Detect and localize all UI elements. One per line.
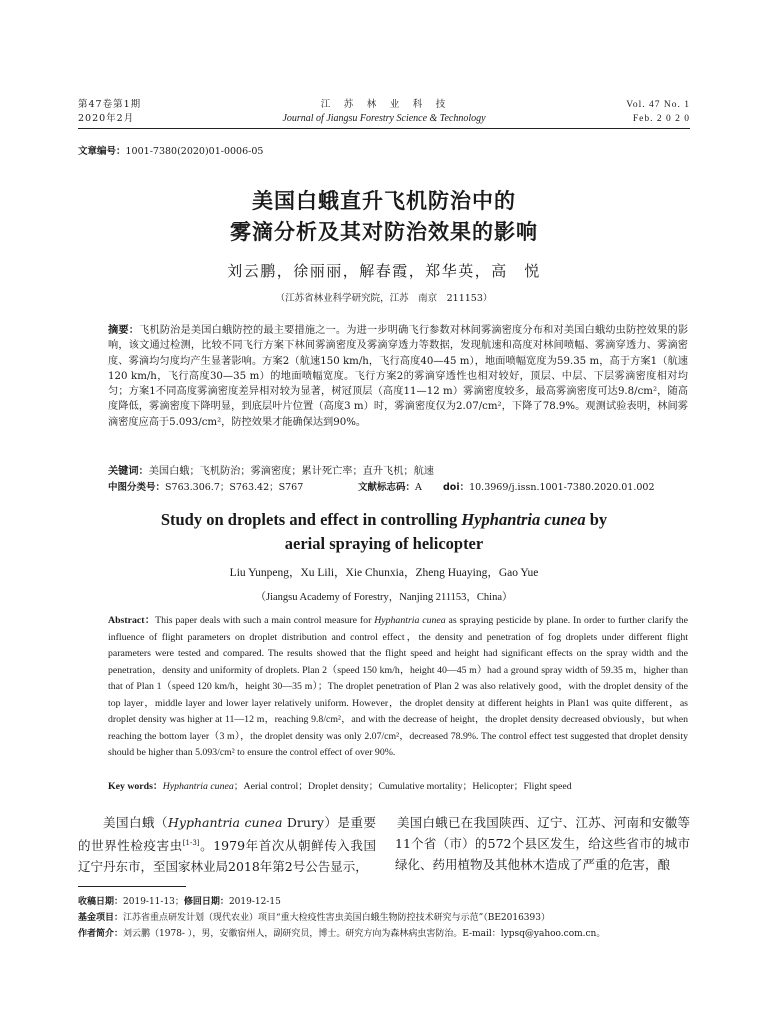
- article-id: [78, 143, 263, 157]
- keywords-en: [108, 779, 688, 796]
- abstract-en-text: as spraying pesticide by plane. In order to further clarify the influence of flight parameters on droplet distribution and control effect，the density and penetration of fog droplets under different flight parameters were tested and compared. The results showed that the flight speed and height had significant effects on the spray width and the penetration，density and uniformity of droplets. Plan 2（speed 150 km/h，height 40—45 m）had a ground spray width of 59.35 m，higher than that of Plan 1（speed 120 km/h，height 30—35 m）；The droplet penetration of Plan 2 was also relatively good，with the droplet density of the top layer，middle layer and lower layer relatively uniform. However，the droplet density at different heights in Plan1 was quite different，as droplet density was higher at 11—12 m，reaching 9.8/cm²，and with the decrease of height，the droplet density decreased obviously，but when reaching the bottom layer（3 m），the droplet density was only 2.07/cm²，decreased 78.9%. The control effect test suggested that droplet density should be higher than 5.093/cm² to ensure the control effect of over 90%.: [108, 615, 688, 758]
- authors-en: Liu Yunpeng，Xu Lili，Xie Chunxia，Zheng Huaying，Gao Yue: [229, 567, 539, 579]
- classification-line: [108, 480, 688, 495]
- doc-code-label: 文献标志码：: [358, 482, 416, 493]
- keywords-cn-label: 关键词：: [108, 466, 149, 477]
- footnote-dates: [78, 895, 690, 910]
- journal-name-en: Journal of Jiangsu Forestry Science & Technology: [282, 113, 486, 124]
- footnote-rule: [78, 886, 186, 887]
- keywords-en-species: Hyphantria cunea: [162, 781, 234, 792]
- abstract-cn: [108, 323, 688, 430]
- keywords-cn-text: 美国白蛾；飞机防治；雾滴密度；累计死亡率；直升飞机；航速: [148, 466, 434, 477]
- journal-name-cn: 江 苏 林 业 科 技: [320, 99, 448, 110]
- abstract-en: [108, 613, 688, 762]
- title-cn: [0, 186, 768, 248]
- title-cn-line1: 美国白蛾直升飞机防治中的: [252, 189, 516, 213]
- issue-label: [78, 98, 141, 126]
- clc-value: S763.306.7；S763.42；S767: [165, 482, 304, 493]
- abstract-cn-text: 飞机防治是美国白蛾防控的最主要措施之一。为进一步明确飞行参数对林间雾滴密度分布和对美国白蛾幼虫防控效果的影响，该文通过检测，比较不同飞行方案下林间雾滴密度及雾滴穿透力等数据，发现航速和高度对林间喷幅、雾滴穿透力、雾滴密度、雾滴均匀度均产生显著影响。方案2（航速150 km/h，飞行高度40—45 m），地面喷幅宽度为59.35 m，高于方案1（航速120 km/h，飞行高度30—35 m）的地面喷幅宽度。飞行方案2的雾滴穿透性也相对较好，顶层、中层、下层雾滴密度相对均匀；方案1不同高度雾滴密度差异相对较为显著，树冠顶层（高度11—12 m）雾滴密度较多，最高雾滴密度可达9.8/cm²，随高度降低，雾滴密度下降明显，到底层叶片位置（高度3 m）时，雾滴密度仅为2.07/cm²，下降了78.9%。观测试验表明，林间雾滴密度应高于5.093/cm²，防控效果才能确保达到90%。: [108, 325, 689, 428]
- title-en: [0, 508, 768, 556]
- title-cn-line2: 雾滴分析及其对防治效果的影响: [230, 220, 538, 244]
- doi: [443, 480, 655, 495]
- publication-date: 2020年2月: [78, 113, 135, 124]
- article-id-label: 文章编号：: [78, 146, 126, 157]
- abstract-en-species: Hyphantria cunea: [374, 615, 446, 626]
- revised-label: 修回日期：: [183, 897, 229, 907]
- author-bio-text: 刘云鹏（1978- ），男，安徽宿州人，副研究员，博士。研究方向为森林病虫害防治。E-mail：lypsq@yahoo.com.cn。: [123, 929, 606, 939]
- doi-value: 10.3969/j.issn.1001-7380.2020.01.002: [469, 482, 655, 493]
- body-left-column: [78, 812, 376, 877]
- fund-label: 基金项目：: [78, 913, 124, 923]
- volume-issue: 第47卷第1期: [78, 99, 142, 110]
- body-left-text-c: 。1979年首次从朝鲜传入我国辽宁丹东市，至国家林业局2018年第2号公告显示，: [78, 838, 376, 875]
- body-left-text-a: 美国白蛾（: [103, 815, 169, 830]
- revised-date: 2019-12-15: [228, 897, 281, 907]
- affiliation-cn: （江苏省林业科学研究院，江苏 南京 211153）: [275, 293, 493, 304]
- footnote-fund: [78, 911, 690, 926]
- abstract-en-text-pre: This paper deals with such a main control measure for: [155, 615, 375, 626]
- article-id-value: 1001-7380(2020)01-0006-05: [125, 146, 264, 157]
- doc-code-value: A: [415, 482, 422, 493]
- received-date: 2019-11-13；: [123, 897, 184, 907]
- body-left-text-b: Drury）是重要的世界性检疫害虫: [78, 815, 376, 854]
- doi-label: doi：: [443, 482, 470, 493]
- volume-issue-en: Vol. 47 No. 1: [626, 100, 690, 110]
- abstract-en-label: Abstract：: [108, 615, 156, 626]
- received-label: 收稿日期：: [78, 897, 124, 907]
- abstract-cn-label: 摘要：: [108, 325, 140, 336]
- affiliation-en: （Jiangsu Academy of Forestry，Nanjing 211153，China）: [255, 592, 513, 603]
- author-bio-label: 作者简介：: [78, 929, 124, 939]
- header-rule: [78, 128, 690, 129]
- volume-label-en: [626, 98, 690, 126]
- publication-date-en: Feb. 2 0 2 0: [632, 114, 690, 124]
- citation-ref: [1-3]: [182, 839, 200, 847]
- fund-text: 江苏省重点研发计划（现代农业）项目“重大检疫性害虫美国白蛾生物防控技术研究与示范”（BE2016393）: [123, 913, 550, 923]
- keywords-en-label: Key words：: [108, 781, 163, 792]
- authors-cn: 刘云鹏，徐丽丽，解春霞，郑华英，高 悦: [227, 262, 541, 280]
- document-code: [358, 480, 422, 495]
- title-en-species: Hyphantria cunea: [461, 510, 586, 529]
- body-right-column: 美国白蛾已在我国陕西、辽宁、江苏、河南和安徽等11个省（市）的572个县区发生，给这些省市的城市绿化、药用植物及其他林木造成了严重的危害，酿: [395, 815, 690, 872]
- clc-label: 中图分类号：: [108, 482, 166, 493]
- body-left-species: Hyphantria cunea: [168, 815, 283, 830]
- journal-name: [234, 98, 534, 126]
- title-en-post: by: [585, 510, 608, 529]
- title-en-line1: [0, 508, 768, 532]
- title-en-line2: aerial spraying of helicopter: [284, 534, 484, 553]
- footnote-author: [78, 927, 690, 942]
- keywords-cn: [108, 464, 688, 479]
- title-en-pre: Study on droplets and effect in controlling: [160, 510, 462, 529]
- keywords-en-text: ；Aerial control；Droplet density；Cumulative mortality；Helicopter；Flight speed: [233, 781, 572, 792]
